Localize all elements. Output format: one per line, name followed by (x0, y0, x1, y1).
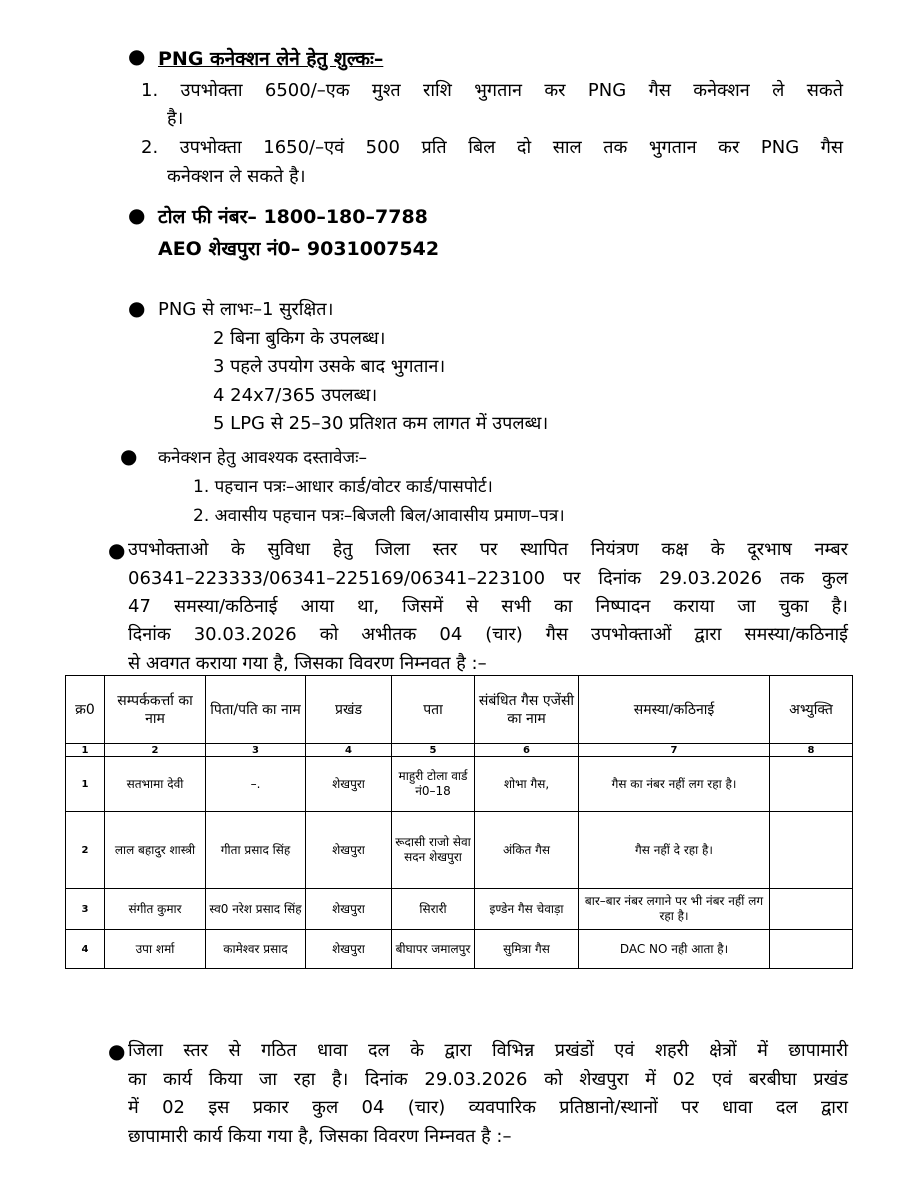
control-room-line-3: 47 समस्या/कठिनाई आया था, जिसमें से सभी का निष्पादन कराया जा चुका है। (128, 596, 848, 617)
bullet-icon: ● (120, 444, 138, 468)
document-item-1: 1. पहचान पत्रः–आधार कार्ड/वोटर कार्ड/पासपोर्ट। (193, 477, 493, 497)
toll-free-number: टोल फी नंबर– 1800–180–7788 (158, 206, 428, 228)
cell-contact-name: संगीत कुमार (105, 889, 206, 930)
raid-line-3: में 02 इस प्रकार कुल 04 (चार) व्यवपारिक प्रतिष्ठानो/स्थानों पर धावा दल द्वारा (128, 1097, 848, 1118)
column-number: 5 (392, 744, 475, 757)
aeo-number: AEO शेखपुरा नं0– 9031007542 (158, 238, 440, 260)
table-row (66, 757, 853, 812)
column-number: 8 (770, 744, 853, 757)
column-number-row (66, 744, 853, 757)
header-issue: समस्या/कठिनाई (579, 676, 770, 744)
header-father-name: पिता/पति का नाम (206, 676, 306, 744)
table-row (66, 889, 853, 930)
bullet-icon: ● (108, 538, 126, 562)
cell-block: शेखपुरा (306, 757, 392, 812)
column-number: 6 (475, 744, 579, 757)
benefit-item-4: 4 24x7/365 उपलब्ध। (213, 385, 378, 406)
cell-issue: DAC NO नही आता है। (579, 930, 770, 969)
cell-serial: 4 (66, 930, 105, 969)
header-block: प्रखंड (306, 676, 392, 744)
bullet-icon: ● (128, 203, 146, 227)
cell-address: माहुरी टोला वार्ड नं0–18 (392, 757, 475, 812)
cell-father-name: स्व0 नरेश प्रसाद सिंह (206, 889, 306, 930)
benefits-heading: PNG से लाभः–1 सुरक्षित। (158, 299, 334, 320)
column-number: 2 (105, 744, 206, 757)
cell-contact-name: उपा शर्मा (105, 930, 206, 969)
control-room-line-5: से अवगत कराया गया है, जिसका विवरण निम्नवत है :– (128, 653, 487, 674)
document-item-2: 2. अवासीय पहचान पत्रः–बिजली बिल/आवासीय प्रमाण–पत्र। (193, 506, 565, 526)
table-header-row (66, 676, 853, 744)
png-fee-item-2-line2: कनेक्शन ले सकते है। (167, 166, 306, 187)
column-number: 1 (66, 744, 105, 757)
cell-contact-name: सतभामा देवी (105, 757, 206, 812)
png-fee-item-2-line1: 2. उपभोक्ता 1650/–एवं 500 प्रति बिल दो साल तक भुगतान कर PNG गैस (141, 137, 843, 158)
cell-father-name: कामेश्वर प्रसाद (206, 930, 306, 969)
bullet-icon: ● (108, 1039, 126, 1063)
cell-block: शेखपुरा (306, 930, 392, 969)
cell-issue: बार–बार नंबर लगाने पर भी नंबर नहीं लग रहा है। (579, 889, 770, 930)
bullet-icon: ● (128, 44, 146, 68)
control-room-line-2: 06341–223333/06341–225169/06341–223100 पर दिनांक 29.03.2026 तक कुल (128, 568, 848, 589)
column-number: 7 (579, 744, 770, 757)
cell-remark (770, 757, 853, 812)
cell-gas-agency: शोभा गैस, (475, 757, 579, 812)
cell-serial: 3 (66, 889, 105, 930)
table-row (66, 930, 853, 969)
column-number: 3 (206, 744, 306, 757)
cell-issue: गैस का नंबर नहीं लग रहा है। (579, 757, 770, 812)
cell-remark (770, 930, 853, 969)
cell-remark (770, 812, 853, 889)
cell-father-name: गीता प्रसाद सिंह (206, 812, 306, 889)
benefit-item-3: 3 पहले उपयोग उसके बाद भुगतान। (213, 356, 446, 377)
cell-remark (770, 889, 853, 930)
header-contact-name: सम्पर्ककर्त्ता का नाम (105, 676, 206, 744)
column-number: 4 (306, 744, 392, 757)
png-fee-item-1-line2: है। (167, 108, 184, 129)
png-fee-heading: PNG कनेक्शन लेने हेतु शुल्कः– (158, 48, 384, 70)
raid-line-1: जिला स्तर से गठित धावा दल के द्वारा विभिन्न प्रखंडों एवं शहरी क्षेत्रों में छापामारी (128, 1040, 848, 1061)
header-serial: क्र0 (66, 676, 105, 744)
cell-gas-agency: इण्डेन गैस चेवाड़ा (475, 889, 579, 930)
cell-address: बीघापर जमालपुर (392, 930, 475, 969)
complaints-table (65, 675, 853, 969)
cell-address: रूदासी राजो सेवा सदन शेखपुरा (392, 812, 475, 889)
cell-gas-agency: अंकित गैस (475, 812, 579, 889)
bullet-icon: ● (128, 296, 146, 320)
cell-father-name: –. (206, 757, 306, 812)
header-gas-agency: संबंधित गैस एजेंसी का नाम (475, 676, 579, 744)
cell-serial: 1 (66, 757, 105, 812)
cell-issue: गैस नहीं दे रहा है। (579, 812, 770, 889)
cell-contact-name: लाल बहादुर शास्त्री (105, 812, 206, 889)
benefit-item-5: 5 LPG से 25–30 प्रतिशत कम लागत में उपलब्ध। (213, 413, 549, 434)
cell-serial: 2 (66, 812, 105, 889)
documents-heading: कनेक्शन हेतु आवश्यक दस्तावेजः– (158, 448, 368, 468)
table-row (66, 812, 853, 889)
raid-line-2: का कार्य किया जा रहा है। दिनांक 29.03.2026 को शेखपुरा में 02 एवं बरबीघा प्रखंड (128, 1069, 848, 1090)
cell-address: सिरारी (392, 889, 475, 930)
cell-block: शेखपुरा (306, 889, 392, 930)
benefit-item-2: 2 बिना बुकिग के उपलब्ध। (213, 328, 386, 349)
header-remark: अभ्युक्ति (770, 676, 853, 744)
cell-block: शेखपुरा (306, 812, 392, 889)
control-room-line-4: दिनांक 30.03.2026 को अभीतक 04 (चार) गैस उपभोक्ताओं द्वारा समस्या/कठिनाई (128, 624, 848, 645)
raid-line-4: छापामारी कार्य किया गया है, जिसका विवरण निम्नवत है :– (128, 1126, 512, 1147)
control-room-line-1: उपभोक्ताओ के सुविधा हेतु जिला स्तर पर स्थापित नियंत्रण कक्ष के दूरभाष नम्बर (128, 539, 848, 560)
png-fee-item-1-line1: 1. उपभोक्ता 6500/–एक मुश्त राशि भुगतान कर PNG गैस कनेक्शन ले सकते (141, 80, 843, 101)
header-address: पता (392, 676, 475, 744)
cell-gas-agency: सुमित्रा गैस (475, 930, 579, 969)
